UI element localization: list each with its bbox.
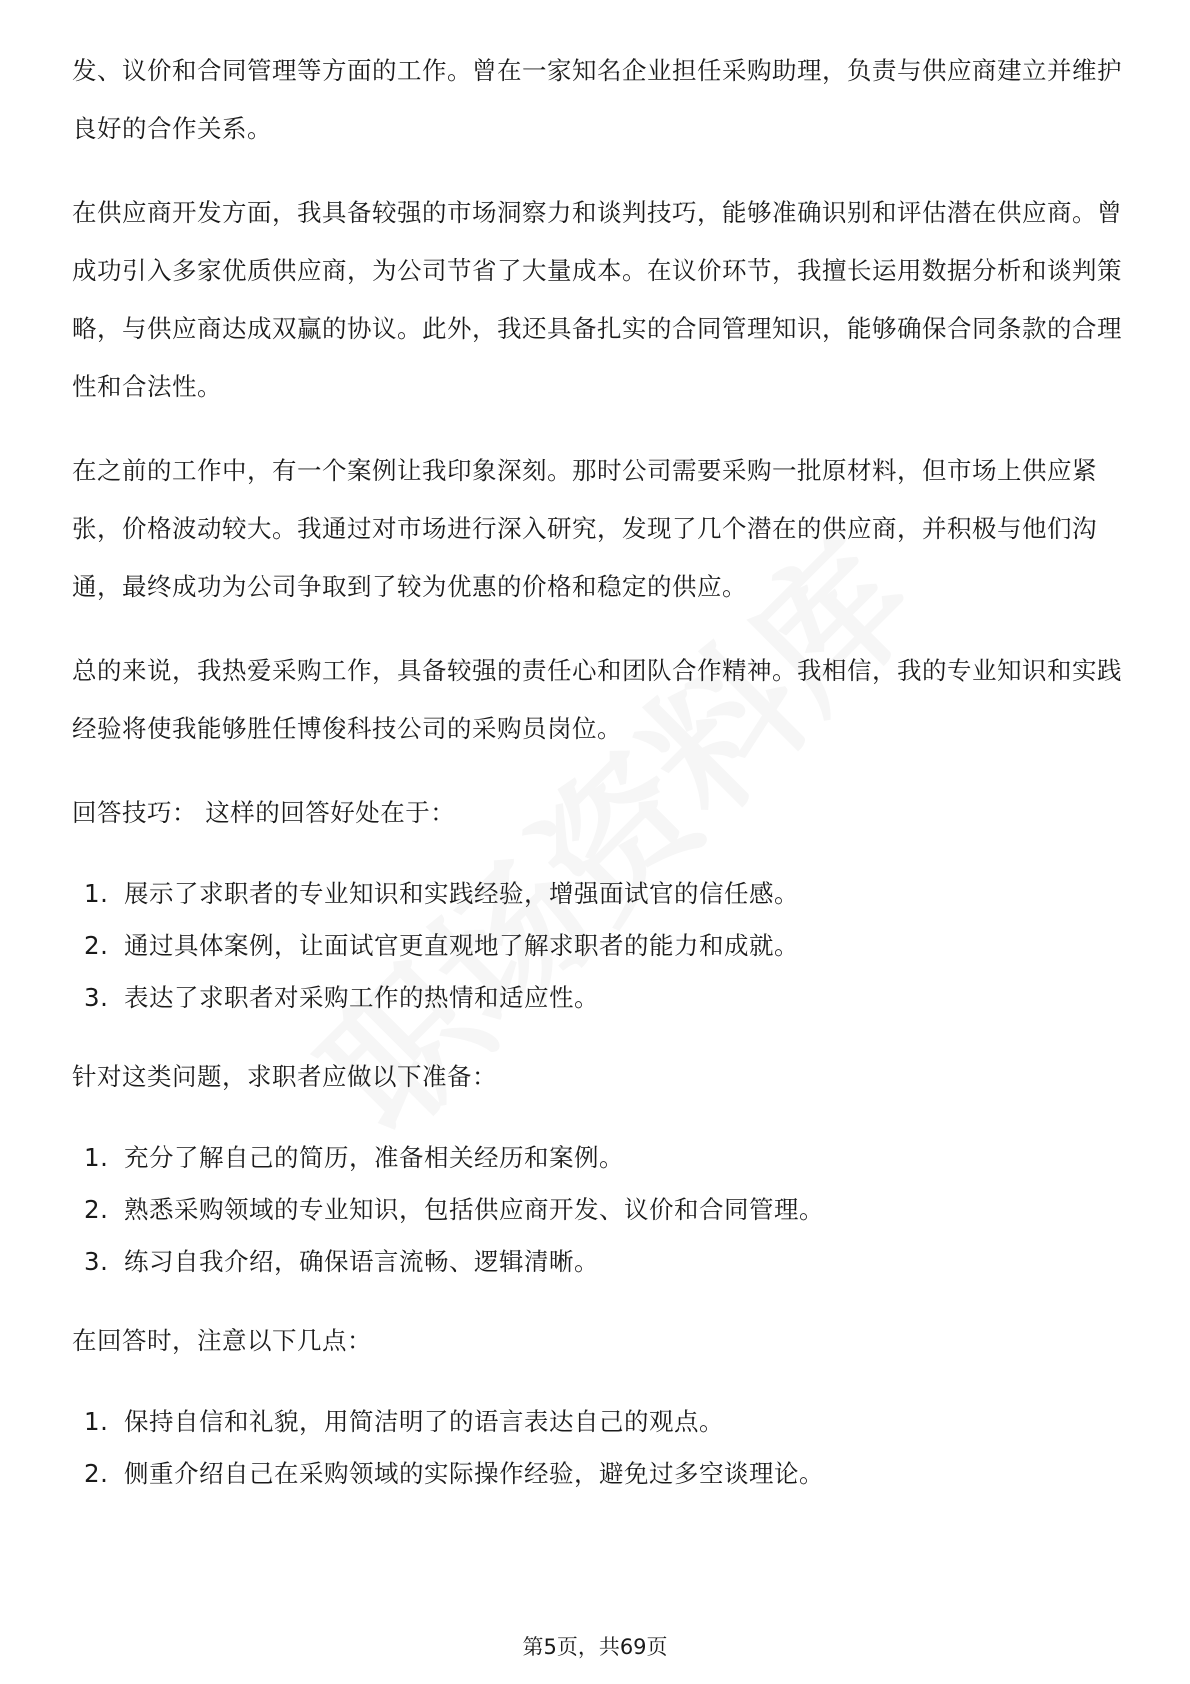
list-number: 2. bbox=[84, 1459, 109, 1488]
prep-heading: 针对这类问题，求职者应做以下准备： bbox=[72, 1062, 497, 1091]
list-item-text: 熟悉采购领域的专业知识，包括供应商开发、议价和合同管理。 bbox=[124, 1195, 824, 1224]
list-item-text: 表达了求职者对采购工作的热情和适应性。 bbox=[124, 983, 599, 1012]
list-number: 3. bbox=[84, 1247, 109, 1276]
list-item bbox=[72, 920, 1122, 972]
list-number: 2. bbox=[84, 931, 109, 960]
list-item bbox=[72, 868, 1122, 920]
list-item bbox=[72, 1184, 1122, 1236]
list-number: 1. bbox=[84, 1407, 109, 1436]
prep-list bbox=[72, 1132, 1122, 1288]
paragraph: 发、议价和合同管理等方面的工作。曾在一家知名企业担任采购助理，负责与供应商建立并维护良好的合作关系。 bbox=[72, 56, 1122, 143]
list-item bbox=[72, 1396, 1122, 1448]
list-item-text: 保持自信和礼貌，用简洁明了的语言表达自己的观点。 bbox=[124, 1407, 724, 1436]
list-item-text: 练习自我介绍，确保语言流畅、逻辑清晰。 bbox=[124, 1247, 599, 1276]
list-item-text: 侧重介绍自己在采购领域的实际操作经验，避免过多空谈理论。 bbox=[124, 1459, 824, 1488]
page-content bbox=[72, 42, 1122, 1524]
notes-list bbox=[72, 1396, 1122, 1500]
paragraph: 在之前的工作中，有一个案例让我印象深刻。那时公司需要采购一批原材料，但市场上供应紧张，价格波动较大。我通过对市场进行深入研究，发现了几个潜在的供应商，并积极与他们沟通，最终成功为公司争取到了较为优惠的价格和稳定的供应。 bbox=[72, 456, 1097, 601]
tips-list bbox=[72, 868, 1122, 1024]
list-number: 1. bbox=[84, 1143, 109, 1172]
list-number: 1. bbox=[84, 879, 109, 908]
list-item-text: 通过具体案例，让面试官更直观地了解求职者的能力和成就。 bbox=[124, 931, 799, 960]
paragraph: 总的来说，我热爱采购工作，具备较强的责任心和团队合作精神。我相信，我的专业知识和实践经验将使我能够胜任博俊科技公司的采购员岗位。 bbox=[72, 656, 1122, 743]
list-number: 2. bbox=[84, 1195, 109, 1224]
page-number: 第5页，共69页 bbox=[522, 1635, 668, 1659]
notes-heading: 在回答时，注意以下几点： bbox=[72, 1326, 372, 1355]
list-item bbox=[72, 1132, 1122, 1184]
paragraph: 在供应商开发方面，我具备较强的市场洞察力和谈判技巧，能够准确识别和评估潜在供应商。曾成功引入多家优质供应商，为公司节省了大量成本。在议价环节，我擅长运用数据分析和谈判策略，与供应商达成双赢的协议。此外，我还具备扎实的合同管理知识，能够确保合同条款的合理性和合法性。 bbox=[72, 198, 1122, 401]
list-item bbox=[72, 1236, 1122, 1288]
list-number: 3. bbox=[84, 983, 109, 1012]
list-item bbox=[72, 1448, 1122, 1500]
list-item-text: 展示了求职者的专业知识和实践经验，增强面试官的信任感。 bbox=[124, 879, 799, 908]
list-item bbox=[72, 972, 1122, 1024]
list-item-text: 充分了解自己的简历，准备相关经历和案例。 bbox=[124, 1143, 624, 1172]
tips-heading: 回答技巧： 这样的回答好处在于： bbox=[72, 798, 456, 827]
